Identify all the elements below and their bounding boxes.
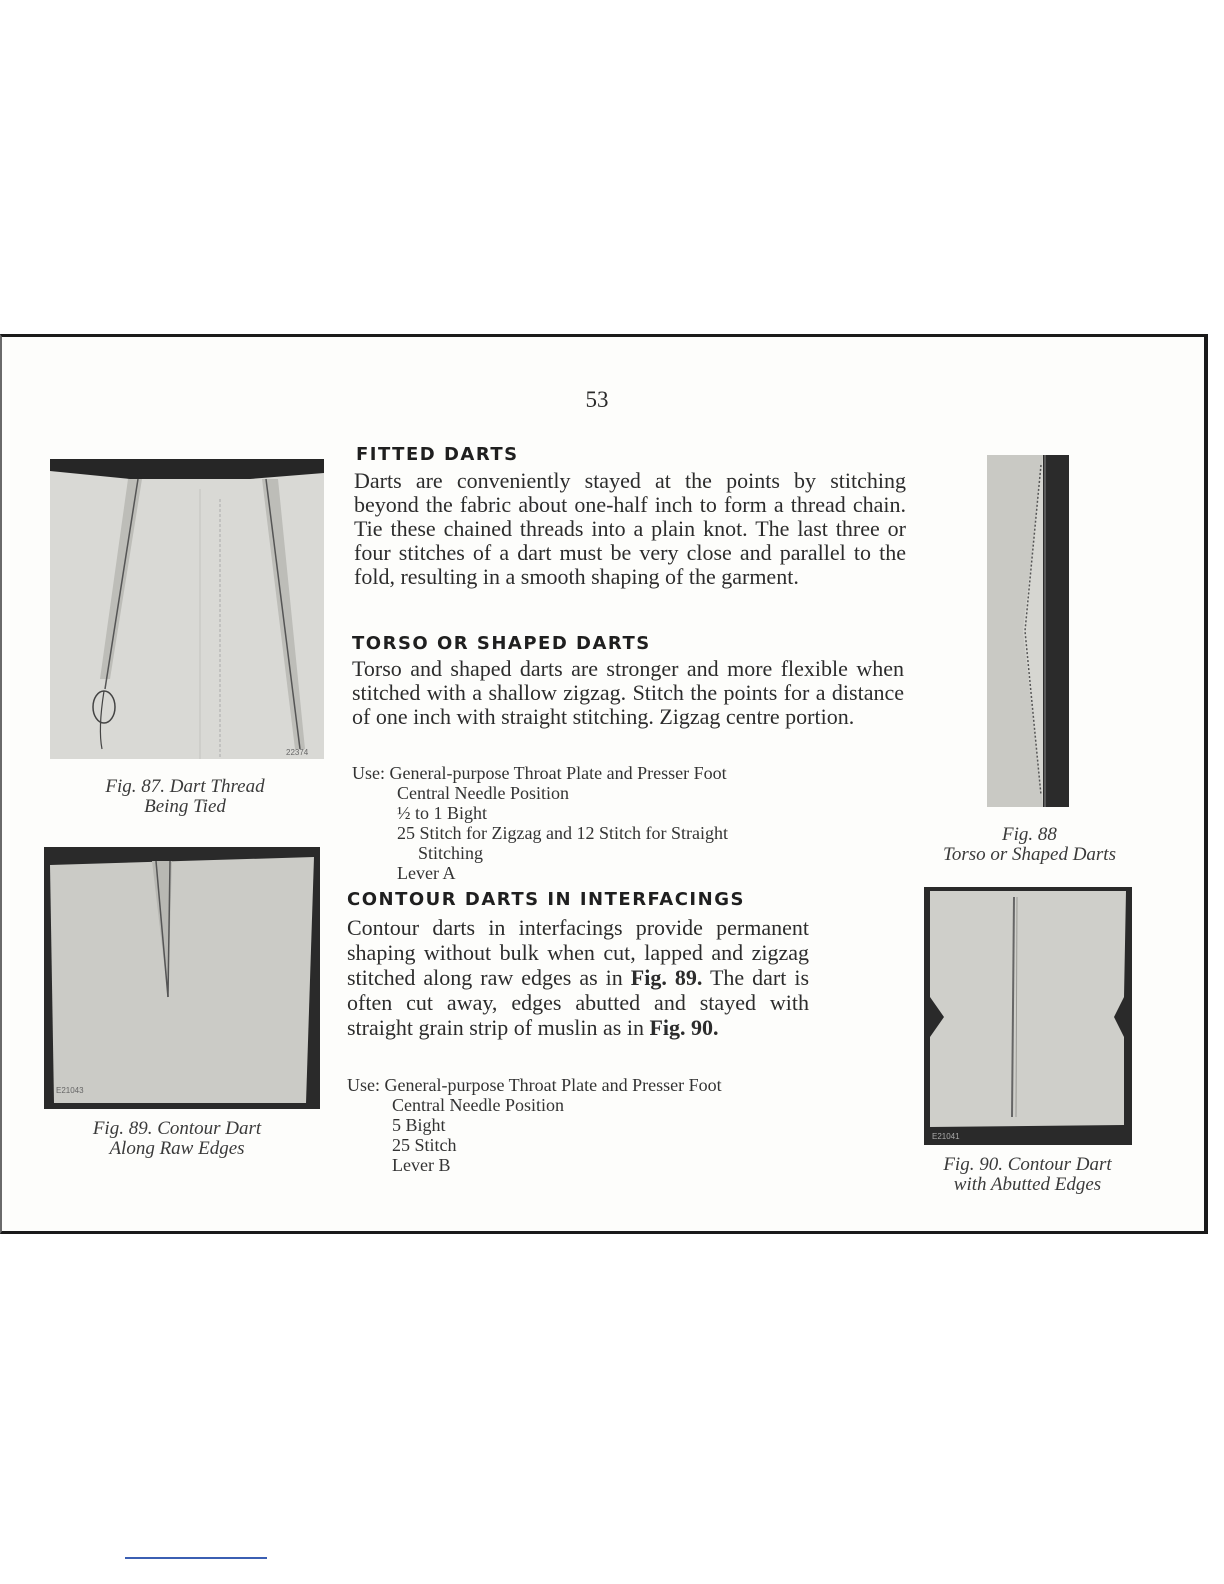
figure-88-caption-line2: Torso or Shaped Darts bbox=[943, 844, 1116, 865]
figure-90-caption-line1: Fig. 90. Contour Dart bbox=[943, 1154, 1112, 1175]
figure-90-caption bbox=[920, 1155, 1135, 1195]
contour-use-item: Central Needle Position bbox=[392, 1095, 564, 1115]
contour-darts-body bbox=[347, 915, 809, 1040]
figure-88-caption bbox=[922, 825, 1137, 865]
contour-use-list bbox=[347, 1075, 817, 1175]
decorative-underline bbox=[125, 1557, 267, 1559]
torso-use-item: 25 Stitch for Zigzag and 12 Stitch for Straight bbox=[397, 823, 728, 843]
torso-use-item: Lever A bbox=[397, 863, 456, 883]
page-number: 53 bbox=[585, 387, 609, 412]
figure-89-caption bbox=[42, 1119, 312, 1159]
figure-87-photo bbox=[50, 459, 324, 759]
contour-use-label: Use: bbox=[347, 1075, 380, 1095]
manual-page bbox=[0, 334, 1208, 1234]
figure-87-caption-line1: Fig. 87. Dart Thread bbox=[105, 776, 265, 797]
torso-use-list bbox=[352, 763, 822, 883]
contour-use-item: General-purpose Throat Plate and Presser Foot bbox=[384, 1075, 722, 1095]
torso-use-item: ½ to 1 Bight bbox=[397, 803, 488, 823]
torso-use-item: Central Needle Position bbox=[397, 783, 569, 803]
figure-89-caption-line2: Along Raw Edges bbox=[109, 1138, 245, 1159]
figure-87-code: 22374 bbox=[286, 748, 309, 757]
torso-use-item: Stitching bbox=[418, 843, 484, 863]
contour-body-part1: Contour darts in interfacings provide permanent shaping without bulk when cut, lapped and zigzag stitched along raw edges as in bbox=[347, 915, 809, 990]
torso-darts-heading: TORSO OR SHAPED DARTS bbox=[352, 633, 651, 654]
fig90-reference: Fig. 90. bbox=[649, 1015, 719, 1040]
contour-use-item: 25 Stitch bbox=[392, 1135, 457, 1155]
fig89-reference: Fig. 89. bbox=[630, 965, 703, 990]
figure-90-caption-line2: with Abutted Edges bbox=[953, 1174, 1102, 1195]
figure-90-code: E21041 bbox=[932, 1132, 960, 1141]
figure-89-caption-line1: Fig. 89. Contour Dart bbox=[92, 1118, 262, 1139]
figure-88-caption-line1: Fig. 88 bbox=[1002, 824, 1057, 845]
figure-90-photo bbox=[924, 887, 1132, 1145]
torso-use-item: General-purpose Throat Plate and Presser Foot bbox=[389, 763, 727, 783]
torso-use-label: Use: bbox=[352, 763, 385, 783]
contour-body-part2: The dart is often cut away, edges abutted and stayed with straight grain strip of muslin as in bbox=[347, 965, 810, 1040]
fitted-darts-body: Darts are conveniently stayed at the points by stitching beyond the fabric about one-half inch to form a thread chain. Tie these chained threads into a plain knot. The last three or four stitches of a dart must be very close and parallel to the fold, resulting in a smooth shaping of the garment. bbox=[354, 468, 906, 589]
figure-87-caption-line2: Being Tied bbox=[144, 796, 226, 817]
contour-use-item: Lever B bbox=[392, 1155, 451, 1175]
figure-87-caption bbox=[50, 777, 320, 817]
figure-89-code: E21043 bbox=[56, 1086, 84, 1095]
contour-use-item: 5 Bight bbox=[392, 1115, 446, 1135]
figure-89-photo bbox=[44, 847, 320, 1109]
contour-darts-heading: CONTOUR DARTS IN INTERFACINGS bbox=[347, 889, 745, 910]
figure-88-photo bbox=[987, 455, 1069, 807]
fitted-darts-heading: FITTED DARTS bbox=[356, 444, 519, 465]
torso-darts-body: Torso and shaped darts are stronger and more flexible when stitched with a shallow zigzag. Stitch the points for a distance of one inch with straight stitching. Zigzag centre portion. bbox=[352, 656, 904, 729]
